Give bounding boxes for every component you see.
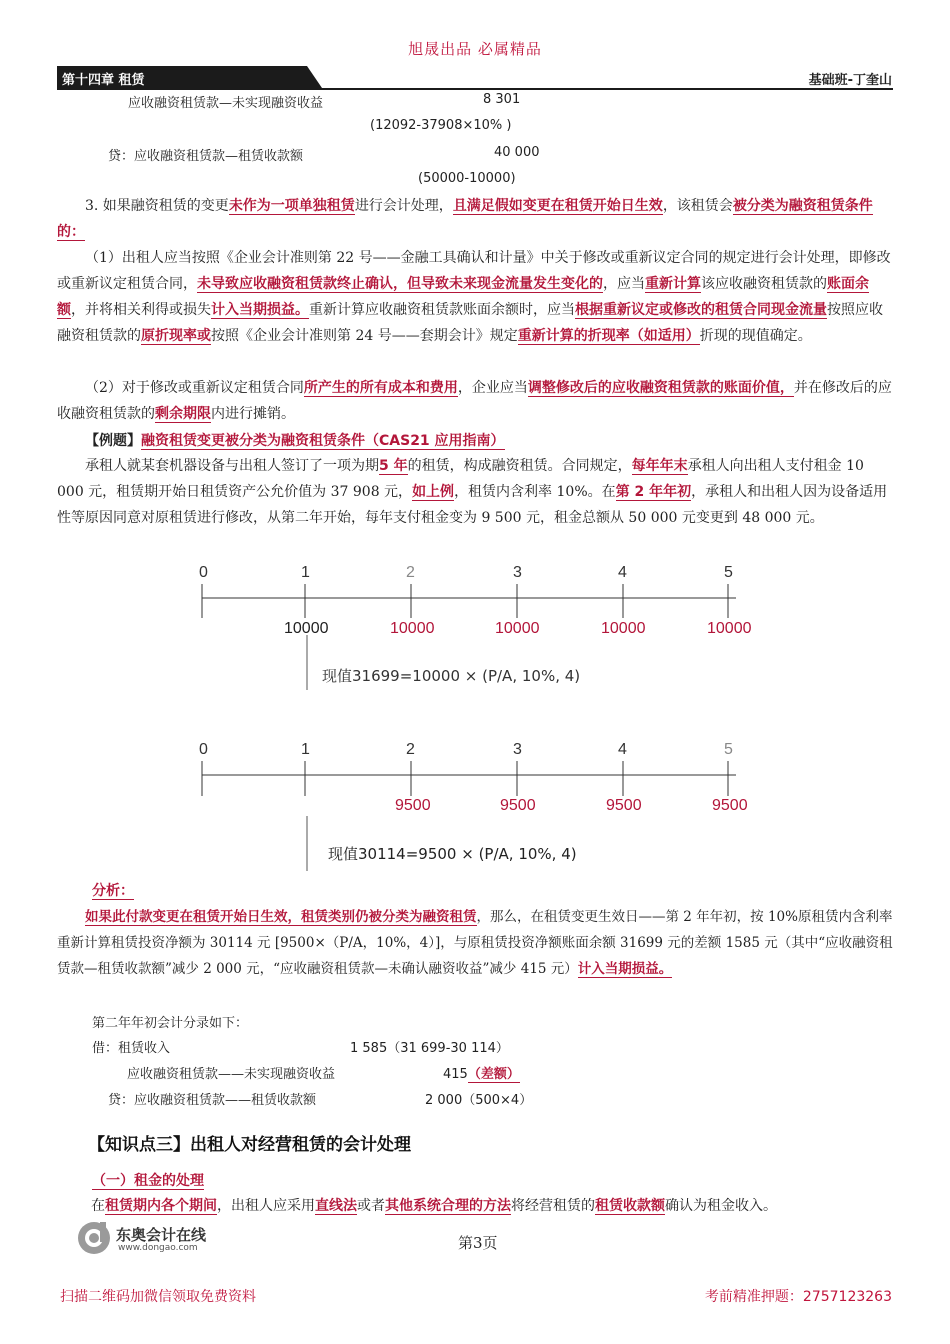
- highlight: 账面余额: [57, 276, 869, 318]
- chapter-title: 第十四章 租赁: [62, 73, 145, 88]
- entry-calc: (50000-10000): [418, 171, 516, 186]
- brand-slogan: 旭晟出品 必属精品: [408, 40, 542, 58]
- cash-flow-value: 9500: [395, 797, 431, 814]
- course-title: 基础班-丁奎山: [808, 73, 892, 88]
- tick-label: 2: [406, 741, 415, 758]
- cash-flow-value: 10000: [601, 620, 646, 637]
- highlight: 直线法: [315, 1198, 357, 1214]
- entry-account: 应收融资租赁款—未实现融资收益: [128, 96, 324, 111]
- entry-amount: 8 301: [483, 92, 521, 107]
- tick-label: 1: [301, 564, 310, 581]
- highlight: 被分类为融资租赁条件的：: [57, 198, 873, 240]
- section-title: 【知识点三】出租人对经营租赁的会计处理: [88, 1135, 411, 1155]
- highlight: 重新计算的折现率（如适用）: [517, 328, 700, 344]
- entry-account: 借：租赁收入: [92, 1041, 171, 1056]
- highlight: （差额）: [467, 1067, 520, 1082]
- example-heading: [85, 430, 505, 450]
- highlight: 如果此付款变更在租赁开始日生效，租赁类别仍被分类为融资租赁: [85, 909, 477, 925]
- highlight: 未导致应收融资租赁款终止确认，但导致未来现金流量发生变化的: [197, 276, 603, 292]
- entry-account: 贷：应收融资租赁款—租赁收款额: [108, 149, 304, 164]
- entry-amount: 40 000: [494, 145, 540, 160]
- cash-flow-value: 10000: [707, 620, 752, 637]
- highlight: 计入当期损益。: [577, 961, 673, 977]
- example-text: 承租人就某套机器设备与出租人签订了一项为期5 年的租赁，构成融资租赁。合同规定，每年年末承租人向出租人支付租金 10 000 元，租赁期开始日租赁资产公允价值为 37 908 元，如上例，租赁内含利率 10%。在第 2 年年初，承租人和出租人因为设备适用性等原因同意对原租赁进行修改，从第二年开始，每年支付租金变为 9 500 元，租金总额从 50 000 元变更到 48 000 元。: [57, 458, 888, 526]
- tick-label: 5: [724, 564, 733, 581]
- logo-url: www.dongao.com: [118, 1243, 198, 1253]
- tick-label: 3: [513, 741, 522, 758]
- pv-formula: 现值31699=10000 × (P/A, 10%, 4): [322, 667, 581, 685]
- entry-amount: 1 585（31 699-30 114）: [350, 1041, 509, 1056]
- highlight: 每年年末: [631, 458, 688, 474]
- cash-flow-value: 10000: [495, 620, 540, 637]
- analysis-text: 如果此付款变更在租赁开始日生效，租赁类别仍被分类为融资租赁，那么，在租赁变更生效日——第 2 年年初，按 10%原租赁内含利率重新计算租赁投资净额为 30114 元 [9500×（P/A，10%，4）]，与原租赁投资净额账面余额 31699 元的差额 1585 元（其中“应收融资租赁款—租赁收款额”减少 2 000 元，“应收融资租赁款—未确认融资收益”减少 415 元）计入当期损益。: [57, 909, 893, 977]
- highlight: 重新计算: [645, 276, 701, 292]
- analysis-label: 分析：: [92, 883, 134, 899]
- header-divider: [57, 88, 893, 90]
- dongao-logo-icon: [76, 1220, 112, 1256]
- entry-account: 贷：应收融资租赁款——租赁收款额: [108, 1093, 317, 1108]
- pv-formula: 现值30114=9500 × (P/A, 10%, 4): [328, 845, 577, 863]
- tick-label: 4: [618, 741, 627, 758]
- highlight: 所产生的所有成本和费用: [303, 380, 458, 396]
- footer-promo-right: 考前精准押题：2757123263: [704, 1289, 892, 1305]
- tick-label: 2: [406, 564, 415, 581]
- highlight: 调整修改后的应收融资租赁款的账面价值，: [527, 380, 794, 396]
- footer-promo-left: 扫描二维码加微信领取免费资料: [60, 1289, 256, 1305]
- entry-calc: (12092-37908×10% ): [370, 118, 512, 133]
- highlight: 如上例: [412, 484, 455, 500]
- section3-item1: （1）出租人应当按照《企业会计准则第 22 号——金融工具确认和计量》中关于修改或重新议定合同的规定进行会计处理，即修改或重新议定租赁合同，未导致应收融资租赁款终止确认，但导致未来现金流量发生变化的，应当重新计算该应收融资租赁款的账面余额，并将相关利得或损失计入当期损益。重新计算应收融资租赁款账面余额时，应当根据重新议定或修改的租赁合同现金流量按照应收融资租赁款的原折现率或按照《企业会计准则第 24 号——套期会计》规定重新计算的折现率（如适用）折现的现值确定。: [57, 250, 891, 344]
- tick-label: 3: [513, 564, 522, 581]
- entry-account: 应收融资租赁款——未实现融资收益: [127, 1067, 336, 1082]
- cash-flow-value: 10000: [390, 620, 435, 637]
- subsection-title: （一）租金的处理: [92, 1173, 204, 1189]
- tick-label: 5: [724, 741, 733, 758]
- example-label: 【例题】: [85, 433, 141, 449]
- highlight: 未作为一项单独租赁: [228, 198, 355, 214]
- tick-label: 0: [199, 741, 208, 758]
- cash-flow-value: 9500: [500, 797, 536, 814]
- highlight: 租赁收款额: [595, 1198, 665, 1214]
- page-number: 第3页: [458, 1234, 498, 1252]
- cash-flow-value: 10000: [284, 620, 329, 637]
- highlight: 计入当期损益。: [211, 302, 309, 318]
- highlight: 租赁期内各个期间: [105, 1198, 217, 1214]
- highlight: 根据重新议定或修改的租赁合同现金流量: [575, 302, 827, 318]
- knowledge-text: 在租赁期内各个期间，出租人应采用直线法或者其他系统合理的方法将经营租赁的租赁收款额确认为租金收入。: [91, 1198, 777, 1214]
- logo-name: 东奥会计在线: [116, 1226, 207, 1244]
- dongao-logo[interactable]: [76, 1220, 112, 1260]
- highlight: 原折现率或: [141, 328, 211, 344]
- cash-flow-value: 9500: [712, 797, 748, 814]
- example-title: 融资租赁变更被分类为融资租赁条件（CAS21 应用指南）: [141, 433, 505, 449]
- tick-label: 4: [618, 564, 627, 581]
- tick-label: 0: [199, 564, 208, 581]
- highlight: 5 年: [379, 458, 408, 474]
- tick-label: 1: [301, 741, 310, 758]
- highlight: 其他系统合理的方法: [385, 1198, 511, 1214]
- section3-intro: 3. 如果融资租赁的变更未作为一项单独租赁进行会计处理，且满足假如变更在租赁开始日生效，该租赁会被分类为融资租赁条件的：: [57, 198, 873, 240]
- entry-amount: 415（差额）: [443, 1067, 520, 1082]
- entry-title: 第二年年初会计分录如下：: [92, 1016, 249, 1031]
- highlight: 剩余期限: [155, 406, 211, 422]
- highlight: 第 2 年年初: [615, 484, 692, 500]
- highlight: 且满足假如变更在租赁开始日生效: [452, 198, 663, 214]
- entry-amount: 2 000（500×4）: [425, 1093, 533, 1108]
- cash-flow-value: 9500: [606, 797, 642, 814]
- section3-item2: （2）对于修改或重新议定租赁合同所产生的所有成本和费用，企业应当调整修改后的应收融资租赁款的账面价值，并在修改后的应收融资租赁款的剩余期限内进行摊销。: [57, 380, 892, 422]
